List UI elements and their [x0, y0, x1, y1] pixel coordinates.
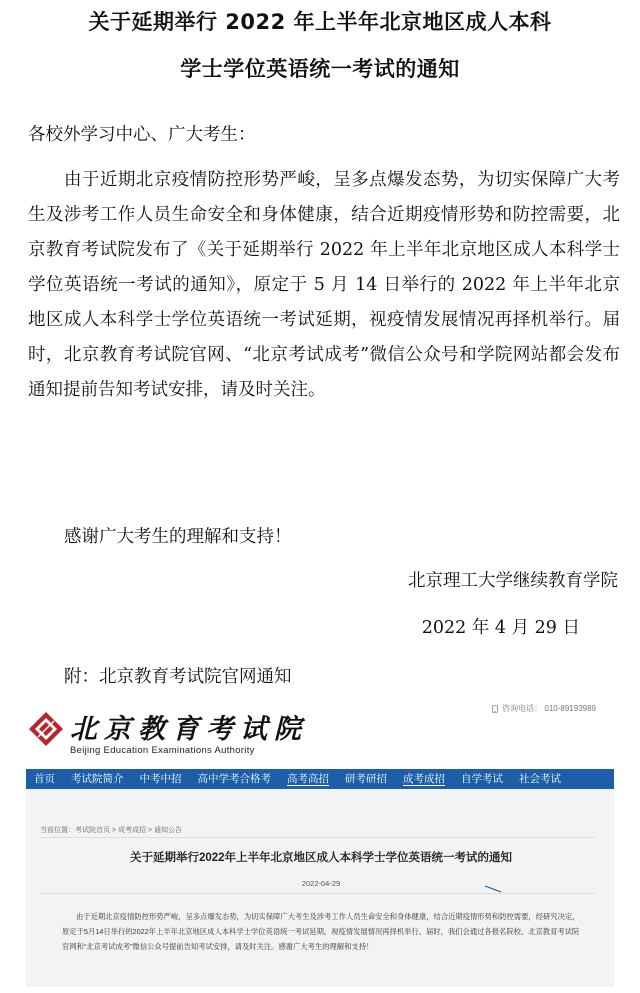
nav-shehui: 社会考试 — [519, 773, 561, 785]
notice-title-line2: 学士学位英语统一考试的通知 — [180, 57, 460, 81]
hotline — [491, 703, 596, 714]
phone-icon — [491, 705, 499, 713]
article-title: 关于延期举行2022年上半年北京地区成人本科学士学位英语统一考试的通知 — [129, 852, 513, 864]
divider — [40, 893, 596, 894]
article-body: 由于近期北京疫情防控形势严峻，呈多点爆发态势，为切实保障广大考生及涉考工作人员生命安全和身体健康，结合近期疫情形势和防控需要，经研究决定，原定于5月14日举行的2022年上半年北京地区成人本科学士学位英语统一考试延期，视疫情发展情况再择机举行。届时，我们会通过各报名院校、北京教育考试院官网和“北京考试成考”微信公众号提前告知考试安排，请及时关注。感谢广大考生的理解和支持！ — [62, 912, 580, 951]
divider — [40, 837, 596, 838]
article-date: 2022-04-29 — [301, 879, 341, 888]
nav-home: 首页 — [34, 773, 55, 785]
site-nav — [26, 769, 614, 789]
nav-zikao: 自学考试 — [461, 773, 503, 785]
embedded-website-screenshot — [22, 697, 620, 987]
nav-zhongkao: 中考中招 — [139, 773, 182, 785]
breadcrumb: 当前位置：考试院首页 > 成考成招 > 通知公告 — [40, 827, 182, 834]
logo-english: Beijing Education Examinations Authority — [70, 745, 255, 756]
logo-chinese: 北京教育考试院 — [70, 714, 308, 745]
notice-title-line1: 关于延期举行 2022 年上半年北京地区成人本科 — [88, 10, 552, 34]
nav-xuekao: 高中学考合格考 — [197, 773, 271, 785]
authority-emblem-icon — [28, 711, 64, 747]
cursor-mark-icon — [484, 885, 502, 893]
nav-about: 考试院简介 — [71, 773, 124, 785]
notice-date: 2022 年 4 月 29 日 — [421, 618, 580, 638]
nav-yankao: 研考研招 — [345, 773, 387, 785]
content-area — [26, 789, 614, 987]
hotline-text: 咨询电话： 010-89193989 — [502, 704, 596, 713]
nav-chengkao: 成考成招 — [403, 773, 445, 785]
notice-thanks: 感谢广大考生的理解和支持！ — [64, 527, 292, 547]
notice-signature: 北京理工大学继续教育学院 — [408, 571, 618, 591]
notice-greeting: 各校外学习中心、广大考生： — [28, 125, 256, 145]
notice-attachment: 附：北京教育考试院官网通知 — [64, 667, 292, 687]
nav-gaokao: 高考高招 — [287, 773, 329, 785]
notice-body: 由于近期北京疫情防控形势严峻，呈多点爆发态势，为切实保障广大考生及涉考工作人员生命安全和身体健康，结合近期疫情形势和防控需要，北京教育考试院发布了《关于延期举行 2022 年上半年北京地区成人本科学士学位英语统一考试的通知》，原定于 5 月 14 日举行的 2022 年上半年北京地区成人本科学士学位英语统一考试延期，视疫情发展情况再择机举行。届时，北京教育考试院官网、“北京考试成考”微信公众号和学院网站都会发布通知提前告知考试安排，请及时关注。 — [28, 170, 620, 400]
